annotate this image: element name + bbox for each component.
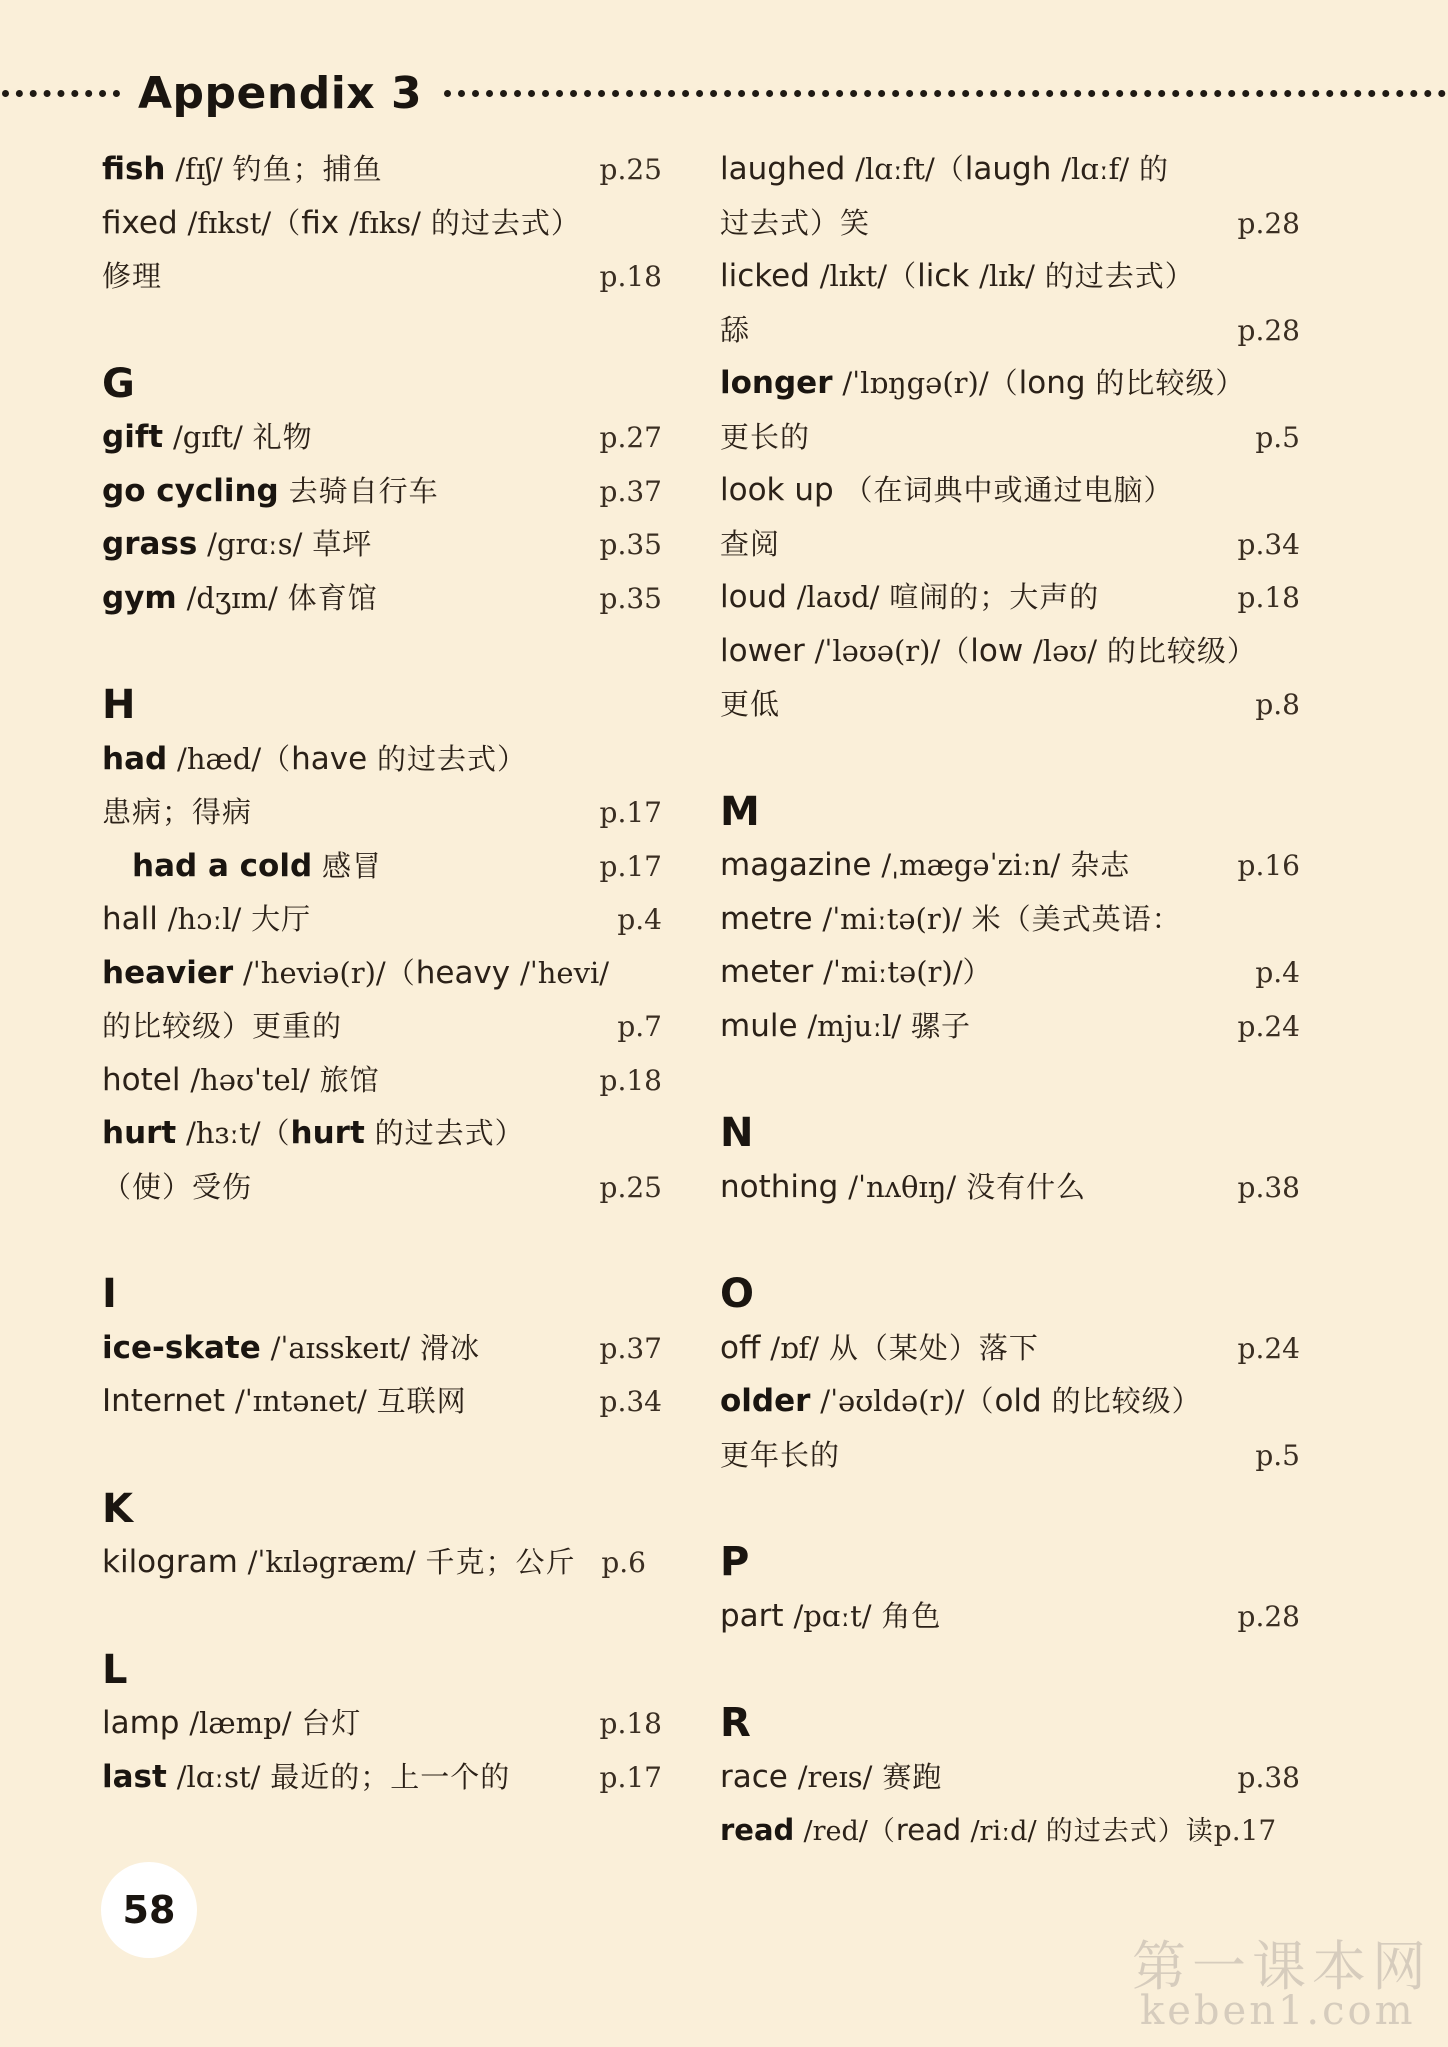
entry-phonetic: /ɒf/ — [770, 1330, 820, 1365]
entry-phonetic: /həʊˈtel/ — [190, 1062, 310, 1097]
entry-meaning: 台灯 — [301, 1706, 362, 1740]
entry-meaning: 没有什么 — [966, 1169, 1087, 1204]
entry-meaning: 的过去式） — [1044, 259, 1195, 293]
entry-base-phonetic: /fɪks/ — [348, 205, 421, 240]
entry-word: race — [720, 1758, 788, 1795]
left-column — [102, 143, 662, 1804]
entry-phonetic: /pɑːt/ — [793, 1598, 872, 1633]
entry-older-cont — [720, 1429, 1300, 1483]
watermark-text: 第一课本网 — [1132, 1935, 1432, 1998]
entry-page-ref: p.38 — [1237, 1170, 1300, 1204]
entry-meaning: 的过去式）读 — [1045, 1816, 1214, 1847]
entry-laughed — [720, 143, 1300, 197]
entry-older — [720, 1375, 1300, 1429]
entry-phonetic: /ˈnʌθɪŋ/ — [848, 1169, 957, 1204]
entry-word: had a cold — [132, 847, 313, 884]
entry-phonetic: /reɪs/ — [797, 1759, 873, 1794]
entry-ice-skate — [102, 1322, 662, 1376]
entry-magazine — [720, 839, 1300, 893]
entry-phonetic: /hæd/ — [177, 741, 262, 776]
entry-base-phonetic: /lɑːf/ — [1061, 152, 1130, 186]
entry-meaning: 的比较级） — [1106, 633, 1257, 668]
entry-fixed — [102, 197, 662, 251]
entry-licked-cont — [720, 304, 1300, 358]
entry-base-word: hurt — [290, 1115, 365, 1151]
entry-meaning: 互联网 — [376, 1384, 467, 1418]
entry-page-ref: p.38 — [1237, 1760, 1300, 1794]
entry-phonetic: /ˈəʊldə(r)/ — [820, 1384, 965, 1418]
entry-phonetic: /ˈkɪləgræm/ — [247, 1545, 416, 1579]
entry-word: last — [102, 1758, 167, 1795]
entry-page-ref: p.8 — [1255, 688, 1300, 721]
entry-page-ref: p.24 — [1237, 1009, 1300, 1043]
entry-page-ref: p.17 — [1213, 1814, 1277, 1847]
entry-hotel — [102, 1054, 662, 1108]
entry-page-ref: p.28 — [1237, 1599, 1300, 1633]
entry-heavier — [102, 947, 662, 1001]
entry-paren: （ — [988, 366, 1019, 400]
entry-meaning: 旅馆 — [319, 1062, 380, 1097]
entry-meaning: 更长的 — [720, 419, 811, 454]
entry-page-ref: p.6 — [601, 1546, 646, 1579]
entry-phonetic: /ˈaɪsskeɪt/ — [270, 1330, 411, 1365]
section-letter-k: K — [102, 1485, 133, 1532]
entry-meaning: 的比较级） — [1051, 1384, 1202, 1418]
entry-meaning: 喧闹的；大声的 — [889, 580, 1100, 614]
entry-phonetic: /ˌmægəˈziːn/ — [881, 848, 1061, 882]
entry-meaning: 查阅 — [720, 526, 781, 561]
entry-phonetic: /læmp/ — [189, 1706, 292, 1740]
entry-base-word: old — [994, 1383, 1042, 1419]
entry-page-ref: p.34 — [599, 1385, 662, 1418]
entry-meaning: 舔 — [720, 312, 751, 347]
entry-base-word: heavy — [415, 954, 511, 991]
entry-page-ref: p.17 — [599, 1760, 662, 1794]
entry-page-ref: p.17 — [599, 849, 662, 883]
entry-longer — [720, 357, 1300, 411]
entry-meaning: 过去式）笑 — [720, 205, 871, 240]
entry-paren: （ — [934, 152, 965, 186]
entry-base-phonetic: /lɪk/ — [979, 259, 1035, 293]
entry-paren: （ — [261, 741, 292, 776]
entry-meaning: 草坪 — [312, 527, 373, 561]
entry-word: licked — [720, 258, 810, 294]
entry-word: look up — [720, 472, 834, 508]
entry-base-phonetic: /ləʊ/ — [1033, 633, 1097, 668]
entry-word: fixed — [102, 204, 178, 241]
entry-phonetic: /lɑːft/ — [855, 152, 935, 186]
entry-laughed-cont — [720, 197, 1300, 251]
entry-fish — [102, 143, 662, 197]
section-letter-o: O — [720, 1271, 755, 1317]
entry-base-phonetic: /riːd/ — [970, 1816, 1037, 1847]
entry-page-ref: p.18 — [599, 260, 662, 293]
section-letter-n: N — [720, 1110, 754, 1156]
entry-phonetic: /ˈləʊə(r)/ — [814, 633, 941, 668]
entry-page-ref: p.27 — [599, 421, 662, 454]
entry-meaning: 的比较级）更重的 — [102, 1009, 343, 1043]
entry-lamp — [102, 1697, 662, 1751]
entry-page-ref: p.28 — [1237, 313, 1300, 347]
entry-lower-cont — [720, 678, 1300, 732]
header-dots-left — [2, 90, 120, 97]
entry-phonetic: /dʒɪm/ — [186, 580, 278, 615]
entry-had-a-cold — [102, 840, 662, 894]
entry-page-ref: p.16 — [1237, 849, 1300, 882]
entry-word: grass — [102, 526, 198, 562]
entry-page-ref: p.18 — [599, 1707, 662, 1740]
entry-base-word: lick — [917, 258, 970, 294]
entry-grass — [102, 518, 662, 572]
entry-internet — [102, 1375, 662, 1429]
entry-paren: （ — [964, 1384, 995, 1418]
entry-word: nothing — [720, 1168, 839, 1205]
entry-word: loud — [720, 579, 787, 615]
entry-licked — [720, 250, 1300, 304]
entry-page-ref: p.5 — [1255, 420, 1300, 454]
right-column — [720, 143, 1300, 1858]
entry-phonetic: /ˈmiːtə(r)/ — [823, 955, 963, 989]
entry-go-cycling — [102, 465, 662, 519]
entry-meaning: 千克；公斤 — [425, 1545, 576, 1579]
entry-word: hotel — [102, 1061, 181, 1098]
entry-meaning: 修理 — [102, 259, 163, 293]
entry-meaning: 感冒 — [322, 848, 383, 883]
entry-meaning: 更低 — [720, 687, 781, 721]
section-letter-h: H — [102, 682, 136, 728]
entry-meaning: 角色 — [881, 1598, 942, 1633]
entry-page-ref: p.17 — [599, 796, 662, 829]
entry-word: lower — [720, 632, 805, 669]
entry-meaning: 的过去式） — [374, 1116, 525, 1150]
entry-phonetic: /ˈlɒŋgə(r)/ — [842, 366, 989, 400]
section-letter-i: I — [102, 1271, 117, 1317]
appendix-header — [0, 58, 1448, 128]
entry-word: off — [720, 1329, 761, 1366]
entry-base-word: read — [895, 1813, 962, 1847]
entry-gym — [102, 572, 662, 626]
entry-phonetic: /lɑːst/ — [176, 1759, 261, 1794]
entry-word: kilogram — [102, 1544, 238, 1580]
entry-page-ref: p.35 — [599, 528, 662, 561]
entry-meter — [720, 946, 1300, 1000]
entry-word: laughed — [720, 151, 846, 187]
entry-phonetic: /ˈmiːtə(r)/ — [822, 901, 962, 936]
entry-paren: （ — [887, 259, 918, 293]
entry-lower — [720, 625, 1300, 679]
entry-meaning: 的 — [1138, 152, 1169, 186]
entry-page-ref: p.18 — [599, 1063, 662, 1097]
entry-page-ref: p.35 — [599, 581, 662, 615]
entry-loud — [720, 571, 1300, 625]
entry-meaning: 大厅 — [251, 902, 312, 936]
entry-base-word: have — [291, 740, 368, 777]
entry-word: mule — [720, 1007, 798, 1044]
entry-page-ref: p.7 — [617, 1010, 662, 1043]
entry-page-ref: p.25 — [599, 1170, 662, 1204]
entry-word: fish — [102, 151, 166, 187]
entry-had — [102, 733, 662, 787]
entry-base-phonetic: /ˈhevi/ — [520, 955, 610, 990]
entry-word: gift — [102, 419, 164, 455]
entry-paren: ） — [962, 955, 993, 989]
entry-paren: （ — [867, 1816, 896, 1847]
entry-meaning: 从（某处）落下 — [828, 1330, 1039, 1365]
entry-gift — [102, 411, 662, 465]
entry-last — [102, 1751, 662, 1805]
entry-meaning: 患病；得病 — [102, 795, 253, 829]
header-dots-right — [444, 90, 1446, 97]
entry-meaning: 的过去式） — [430, 205, 581, 240]
entry-fixed-cont — [102, 250, 662, 304]
entry-meaning: 的过去式） — [377, 741, 528, 776]
entry-meaning: 钓鱼；捕鱼 — [232, 152, 383, 186]
entry-look-up — [720, 464, 1300, 518]
page-number: 58 — [101, 1862, 197, 1958]
entry-phonetic: /fɪkst/ — [187, 205, 272, 240]
entry-meaning: 的比较级） — [1095, 366, 1246, 400]
entry-phonetic: /gɪft/ — [172, 420, 243, 454]
section-letter-r: R — [720, 1700, 751, 1746]
entry-phonetic: /lɪkt/ — [819, 259, 888, 293]
entry-word: older — [720, 1383, 811, 1419]
entry-page-ref: p.37 — [599, 474, 662, 508]
entry-phonetic: /ˈɪntənet/ — [234, 1384, 367, 1418]
entry-word: ice-skate — [102, 1329, 261, 1366]
entry-phonetic: /laʊd/ — [796, 580, 880, 614]
entry-word: part — [720, 1597, 784, 1634]
entry-page-ref: p.37 — [599, 1331, 662, 1365]
entry-meaning: （在词典中或通过电脑） — [843, 473, 1174, 507]
entry-phonetic: /ˈheviə(r)/ — [243, 955, 386, 990]
entry-read — [720, 1804, 1300, 1858]
entry-phonetic: /hɔːl/ — [167, 902, 242, 936]
entry-meaning: 体育馆 — [287, 580, 378, 615]
entry-paren: （ — [271, 205, 302, 240]
entry-word: meter — [720, 954, 814, 990]
entry-word: read — [720, 1813, 795, 1847]
entry-word: Internet — [102, 1383, 226, 1419]
entry-page-ref: p.24 — [1237, 1331, 1300, 1365]
entry-hall — [102, 893, 662, 947]
watermark-url: keben1.com — [1140, 1988, 1416, 2034]
entry-word: metre — [720, 900, 813, 937]
entry-page-ref: p.18 — [1237, 581, 1300, 614]
entry-word: go cycling — [102, 472, 279, 509]
entry-base-word: long — [1018, 365, 1086, 401]
section-letter-p: P — [720, 1539, 750, 1585]
entry-meaning: 米（美式英语： — [971, 901, 1182, 936]
entry-word: magazine — [720, 847, 872, 883]
entry-meaning: 杂志 — [1070, 848, 1131, 882]
entry-word: gym — [102, 579, 177, 616]
entry-page-ref: p.5 — [1255, 1438, 1300, 1472]
entry-base-word: laugh — [964, 151, 1052, 187]
entry-paren: （ — [385, 955, 416, 990]
entry-off — [720, 1322, 1300, 1376]
entry-page-ref: p.4 — [617, 903, 662, 936]
entry-meaning: 去骑自行车 — [288, 473, 439, 508]
entry-base-word: fix — [301, 204, 340, 241]
entry-phonetic: /fɪʃ/ — [175, 152, 223, 186]
entry-page-ref: p.28 — [1237, 206, 1300, 240]
entry-page-ref: p.4 — [1255, 956, 1300, 989]
entry-paren: （ — [940, 633, 971, 668]
page-title: Appendix 3 — [138, 67, 423, 119]
entry-metre — [720, 893, 1300, 947]
entry-paren: （ — [260, 1116, 291, 1150]
entry-base-word: low — [970, 632, 1024, 669]
entry-word: heavier — [102, 954, 234, 991]
entry-meaning: 骡子 — [911, 1008, 972, 1043]
entry-kilogram — [102, 1536, 662, 1590]
entry-phonetic: /grɑːs/ — [207, 527, 303, 561]
entry-phonetic: /mjuːl/ — [807, 1008, 902, 1043]
entry-phonetic: /red/ — [803, 1816, 868, 1847]
entry-hurt-cont — [102, 1161, 662, 1215]
entry-word: had — [102, 740, 168, 777]
entry-meaning: 滑冰 — [419, 1330, 480, 1365]
entry-mule — [720, 1000, 1300, 1054]
section-letter-m: M — [720, 788, 760, 835]
entry-meaning: （使）受伤 — [102, 1169, 253, 1204]
entry-look-up-cont — [720, 518, 1300, 572]
entry-word: hurt — [102, 1115, 177, 1151]
entry-hurt — [102, 1107, 662, 1161]
entry-page-ref: p.25 — [599, 153, 662, 186]
section-letter-l: L — [102, 1646, 128, 1693]
entry-meaning: 礼物 — [252, 420, 313, 454]
entry-meaning: 最近的；上一个的 — [270, 1759, 511, 1794]
entry-nothing — [720, 1161, 1300, 1215]
entry-meaning: 更年长的 — [720, 1437, 841, 1472]
entry-had-cont — [102, 786, 662, 840]
section-letter-g: G — [102, 360, 135, 407]
entry-phonetic: /hɜːt/ — [186, 1116, 261, 1150]
entry-race — [720, 1751, 1300, 1805]
entry-heavier-cont — [102, 1000, 662, 1054]
entry-word: longer — [720, 365, 833, 401]
entry-word: hall — [102, 901, 158, 937]
entry-longer-cont — [720, 411, 1300, 465]
entry-page-ref: p.34 — [1237, 527, 1300, 561]
entry-meaning: 赛跑 — [882, 1759, 943, 1794]
entry-word: lamp — [102, 1705, 180, 1741]
entry-part — [720, 1590, 1300, 1644]
